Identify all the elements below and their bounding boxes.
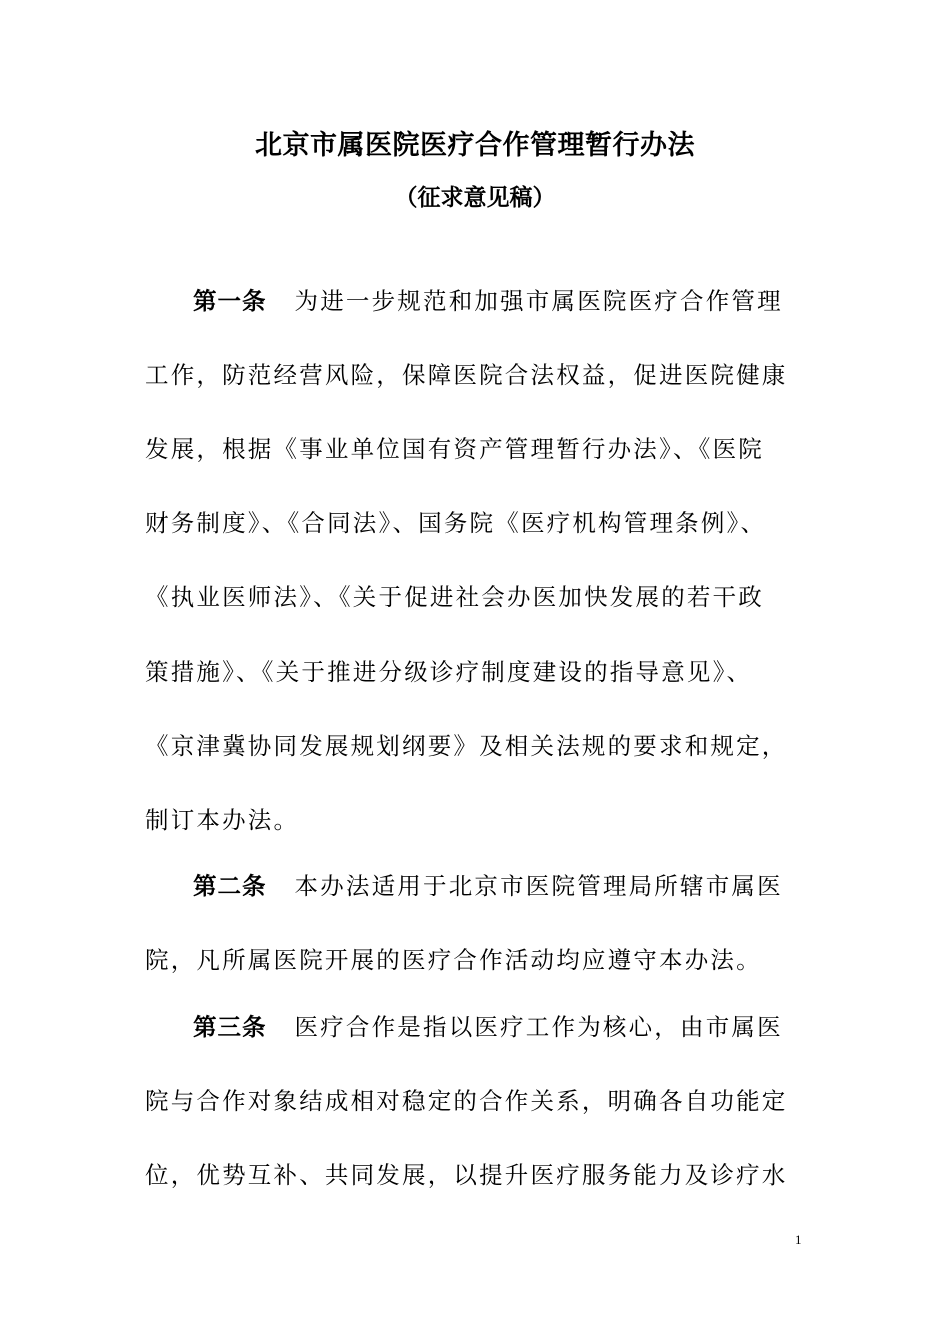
article-2-line-2: 院，凡所属医院开展的医疗合作活动均应遵守本办法。: [145, 946, 762, 974]
document-subtitle: （征求意见稿）: [394, 184, 556, 211]
article-1-line-7: 《京津冀协同发展规划纲要》及相关法规的要求和规定，: [145, 732, 788, 760]
article-1-text: 为进一步规范和加强市属医院医疗合作管理: [294, 287, 783, 315]
article-1-line-8: 制订本办法。: [145, 806, 300, 834]
article-1-line-2: 工作，防范经营风险，保障医院合法权益，促进医院健康: [145, 361, 788, 389]
article-1-line-3: 发展，根据《事业单位国有资产管理暂行办法》、《医院: [145, 435, 764, 463]
article-1-label: 第一条: [193, 287, 267, 315]
article-2-text: 本办法适用于北京市医院管理局所辖市属医: [294, 872, 783, 900]
page-number: 1: [795, 1232, 802, 1247]
article-1-line-4: 财务制度》、《合同法》、国务院《医疗机构管理条例》、: [145, 509, 767, 537]
article-2-label: 第二条: [193, 872, 267, 900]
article-2-line-1: [193, 870, 783, 902]
article-1-line-1: [193, 285, 783, 317]
document-title: 北京市属医院医疗合作管理暂行办法: [255, 130, 695, 161]
article-3-text: 医疗合作是指以医疗工作为核心，由市属医: [294, 1013, 783, 1041]
article-3-line-3: 位，优势互补、共同发展，以提升医疗服务能力及诊疗水: [145, 1161, 788, 1189]
article-1-line-5: 《执业医师法》、《关于促进社会办医加快发展的若干政: [145, 583, 764, 611]
article-3-line-2: 院与合作对象结成相对稳定的合作关系，明确各自功能定: [145, 1087, 788, 1115]
article-1-line-6: 策措施》、《关于推进分级诊疗制度建设的指导意见》、: [145, 658, 753, 686]
article-3-label: 第三条: [193, 1013, 267, 1041]
article-3-line-1: [193, 1011, 783, 1043]
